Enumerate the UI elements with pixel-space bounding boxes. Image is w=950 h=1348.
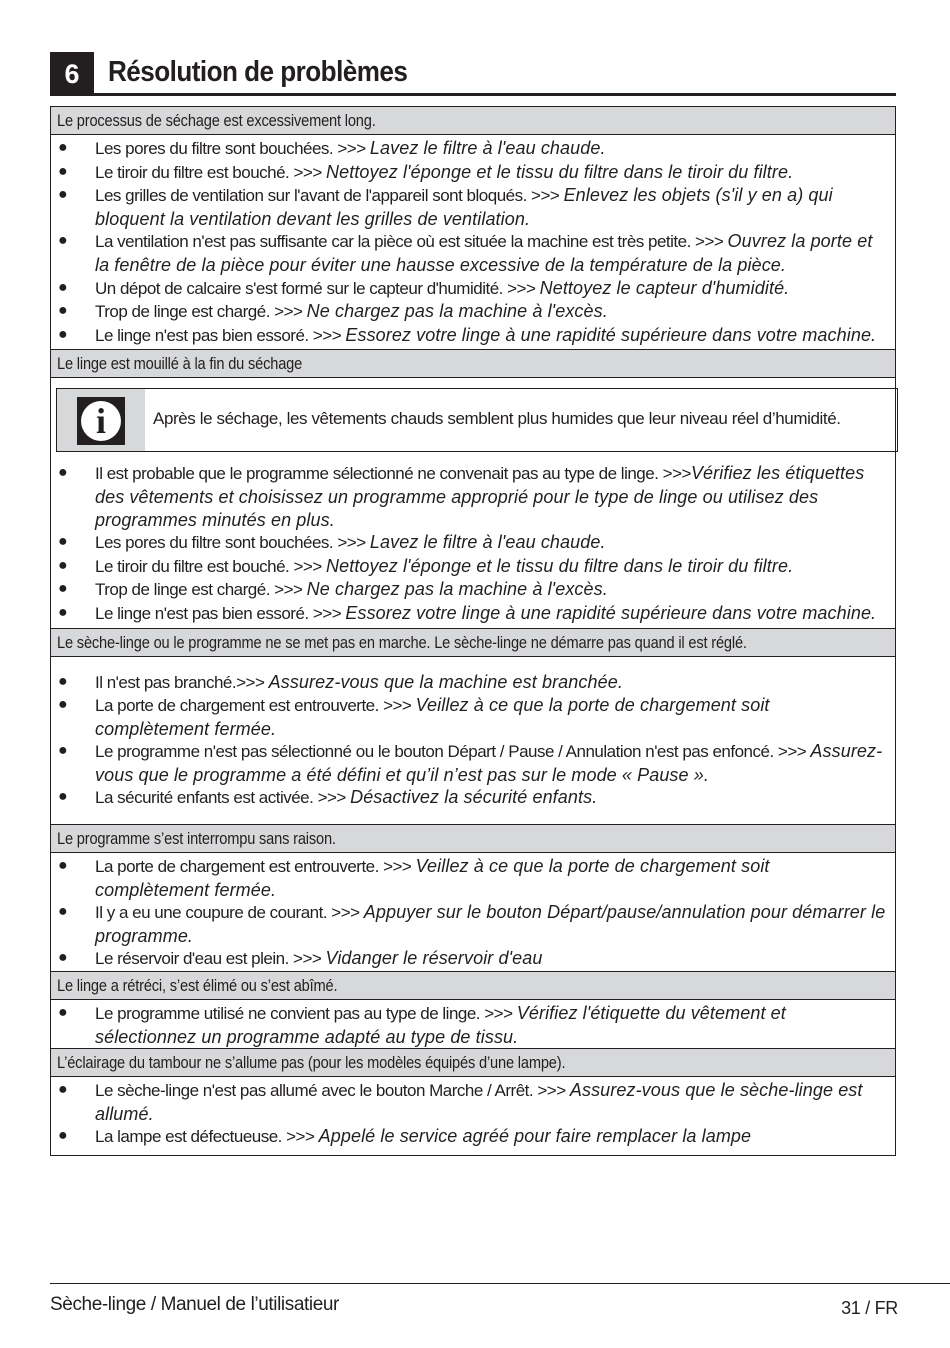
chapter-title: Résolution de problèmes (108, 56, 408, 88)
bullet-icon: ● (58, 162, 68, 180)
bullet-icon: ● (58, 949, 68, 967)
information-icon (77, 397, 125, 445)
solution-cause: Il est probable que le programme sélectionné ne convenait pas au type de linge. >>> (95, 464, 691, 484)
footer-divider (50, 1283, 950, 1284)
solution-cause: Le tiroir du filtre est bouché. >>> (95, 556, 327, 576)
solution-action: Vérifiez l'étiquette du vêtement et sélectionnez un programme adapté au type de tissu. (95, 1003, 786, 1047)
problem-heading (51, 629, 895, 657)
bullet-icon: ● (58, 464, 68, 482)
problem-solutions (51, 135, 895, 350)
problem-heading-text: L’éclairage du tambour ne s’allume pas (pour les modèles équipés d’une lampe). (57, 1053, 566, 1073)
problem-solutions (51, 1000, 895, 1049)
solution-item (51, 1079, 895, 1125)
solution-cause: Les pores du filtre sont bouchées. >>> (95, 533, 370, 553)
chapter-header (50, 52, 896, 96)
bullet-icon: ● (58, 580, 68, 598)
problem-solutions (51, 378, 895, 628)
bullet-icon: ● (58, 325, 68, 343)
bullet-icon: ● (58, 903, 68, 921)
bullet-icon: ● (58, 788, 68, 806)
bullet-icon: ● (58, 1004, 68, 1022)
solution-cause: Le tiroir du filtre est bouché. >>> (95, 162, 327, 182)
solution-item (51, 184, 895, 230)
problem-solutions (51, 657, 895, 826)
solution-action: Désactivez la sécurité enfants. (350, 787, 598, 808)
solution-item (51, 1125, 895, 1149)
solution-item (51, 602, 895, 626)
solution-action: Nettoyez l'éponge et le tissu du filtre dans le tiroir du filtre. (326, 555, 794, 576)
solution-action: Ouvrez la porte et la fenêtre de la pièce pour éviter une hausse excessive de la température de la pièce. (95, 231, 873, 275)
solution-action: Enlevez les objets (s'il y en a) qui bloquent la ventilation devant les grilles de ventilation. (95, 185, 833, 229)
solution-action: Vidanger le réservoir d'eau (325, 948, 543, 969)
solution-action: Appelé le service agréé pour faire remplacer la lampe (318, 1126, 752, 1147)
solution-list (51, 855, 895, 971)
solution-item (51, 230, 895, 276)
solution-list (51, 1079, 895, 1149)
solution-cause: La ventilation n'est pas suffisante car la pièce où est située la machine est très petite. >>> (95, 232, 728, 252)
solution-action: Lavez le filtre à l'eau chaude. (369, 138, 606, 158)
solution-cause: Trop de linge est chargé. >>> (95, 302, 307, 322)
problem-heading (51, 107, 895, 135)
solution-item (51, 740, 895, 786)
footer-manual-title: Sèche-linge / Manuel de l’utilisatieur (50, 1294, 339, 1315)
problem-heading-text: Le linge a rétréci, s’est élimé ou s’est abîmé. (57, 976, 338, 996)
solution-cause: Le programme n'est pas sélectionné ou le bouton Départ / Pause / Annulation n'est pas enfoncé. >>> (95, 742, 811, 762)
solution-cause: La sécurité enfants est activée. >>> (95, 788, 351, 808)
info-note-text: Après le séchage, les vêtements chauds semblent plus humides que leur niveau réel d’humidité. (153, 409, 841, 429)
solution-cause: Les pores du filtre sont bouchées. >>> (95, 139, 370, 158)
solution-action: Ne chargez pas la machine à l'excès. (306, 579, 608, 600)
solution-action: Nettoyez l'éponge et le tissu du filtre dans le tiroir du filtre. (326, 161, 794, 182)
solution-cause: La porte de chargement est entrouverte. >>> (95, 696, 416, 716)
solution-action: Lavez le filtre à l'eau chaude. (369, 532, 606, 553)
solution-item (51, 300, 895, 324)
solution-action: Essorez votre linge à une rapidité supérieure dans votre machine. (345, 602, 877, 623)
solution-item (51, 694, 895, 740)
solution-item (51, 161, 895, 185)
solution-cause: Le linge n'est pas bien essoré. >>> (95, 603, 346, 623)
solution-action: Veillez à ce que la porte de chargement soit complètement fermée. (95, 695, 770, 739)
solution-list (51, 1002, 895, 1048)
solution-cause: Un dépot de calcaire s'est formé sur le capteur d'humidité. >>> (95, 278, 540, 298)
problem-solutions (51, 853, 895, 972)
solution-action: Assurez-vous que le sèche-linge est allumé. (95, 1080, 863, 1124)
bullet-icon: ● (58, 672, 68, 690)
solution-item (51, 855, 895, 901)
solution-cause: Le sèche-linge n'est pas allumé avec le bouton Marche / Arrêt. >>> (95, 1081, 570, 1101)
footer-page-number: 31 / FR (841, 1298, 898, 1318)
problem-heading (51, 350, 895, 378)
solution-list (51, 462, 895, 625)
solution-cause: La lampe est défectueuse. >>> (95, 1127, 319, 1147)
solution-action: Ne chargez pas la machine à l'excès. (306, 301, 608, 322)
info-icon-cell (57, 389, 145, 451)
problem-solutions (51, 1077, 895, 1155)
chapter-number: 6 (50, 52, 94, 94)
solution-item (51, 462, 895, 531)
solution-item (51, 901, 895, 947)
problem-heading-text: Le programme s’est interrompu sans raison. (57, 829, 336, 849)
solution-item (51, 531, 895, 555)
problem-heading (51, 1049, 895, 1077)
bullet-icon: ● (58, 696, 68, 714)
solution-item (51, 1002, 895, 1048)
solution-cause: Les grilles de ventilation sur l'avant de l'appareil sont bloqués. >>> (95, 186, 564, 206)
solution-cause: Le linge n'est pas bien essoré. >>> (95, 325, 346, 345)
problem-heading-text: Le linge est mouillé à la fin du séchage (57, 354, 303, 374)
solution-item (51, 137, 895, 161)
solution-action: Nettoyez le capteur d'humidité. (539, 277, 790, 298)
bullet-icon: ● (58, 742, 68, 760)
problem-heading-text: Le processus de séchage est excessivement long. (57, 111, 376, 130)
bullet-icon: ● (58, 186, 68, 204)
bullet-icon: ● (58, 603, 68, 621)
info-note (56, 388, 898, 452)
solution-item (51, 324, 895, 348)
solution-cause: Le programme utilisé ne convient pas au type de linge. >>> (95, 1004, 517, 1024)
bullet-icon: ● (58, 556, 68, 574)
bullet-icon: ● (58, 533, 68, 551)
solution-cause: Trop de linge est chargé. >>> (95, 580, 307, 600)
bullet-icon: ● (58, 857, 68, 875)
bullet-icon: ● (58, 302, 68, 320)
information-icon-glyph: i (95, 401, 106, 442)
solution-item (51, 786, 895, 810)
solution-item (51, 578, 895, 602)
troubleshooting-table (50, 106, 896, 1156)
solution-item (51, 947, 895, 971)
solution-action: Vérifiez les étiquettes des vêtements et choisissez un programme approprié pour le type de linge ou utilisez des programmes minutés en plus. (95, 463, 865, 530)
solution-item (51, 555, 895, 579)
solution-cause: Il n'est pas branché.>>> (95, 672, 269, 692)
bullet-icon: ● (58, 1081, 68, 1099)
solution-cause: Il y a eu une coupure de courant. >>> (95, 903, 364, 923)
solution-cause: Le réservoir d'eau est plein. >>> (95, 949, 326, 969)
bullet-icon: ● (58, 139, 68, 156)
solution-action: Assurez-vous que la machine est branchée. (268, 671, 623, 692)
solution-item (51, 671, 895, 695)
problem-heading (51, 825, 895, 853)
bullet-icon: ● (58, 1127, 68, 1145)
bullet-icon: ● (58, 278, 68, 296)
bullet-icon: ● (58, 232, 68, 250)
solution-action: Veillez à ce que la porte de chargement soit complètement fermée. (95, 856, 770, 900)
solution-list (51, 137, 895, 347)
solution-list (51, 671, 895, 811)
solution-item (51, 277, 895, 301)
solution-cause: La porte de chargement est entrouverte. >>> (95, 857, 416, 877)
problem-heading (51, 972, 895, 1000)
solution-action: Appuyer sur le bouton Départ/pause/annulation pour démarrer le programme. (95, 902, 886, 946)
problem-heading-text: Le sèche-linge ou le programme ne se met pas en marche. Le sèche-linge ne démarre pas quand il est réglé. (57, 632, 747, 652)
solution-action: Assurez-vous que le programme a été défini et qu’il n’est pas sur le mode « Pause ». (95, 741, 883, 785)
solution-action: Essorez votre linge à une rapidité supérieure dans votre machine. (345, 324, 877, 345)
